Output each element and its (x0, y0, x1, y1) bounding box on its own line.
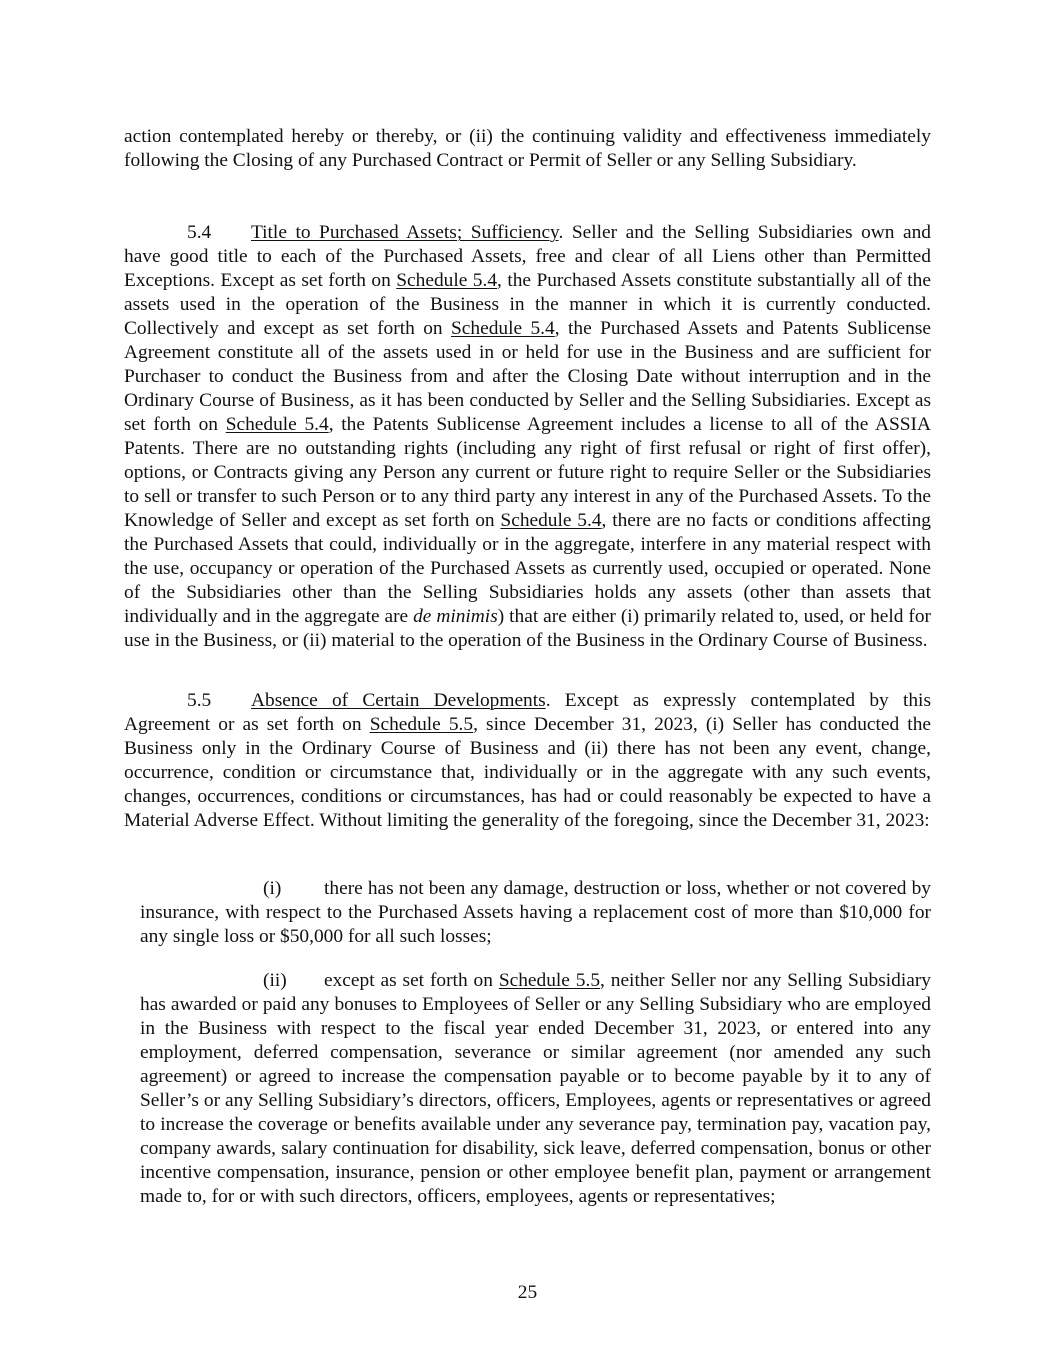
section-5-4-paragraph: 5.4 Title to Purchased Assets; Sufficiency. Seller and the Selling Subsidiaries own and have good title to each of the Purchased Assets, free and clear of all Liens other than Permitted Exceptions. Except as set forth on Schedule 5.4, the Purchased Assets constitute substantially all of the assets used in the operation of the Business in the manner in which it is currently conducted. Collectively and except as set forth on Schedule 5.4, the Purchased Assets and Patents Sublicense Agreement constitute all of the assets used in or held for use in the Business and are sufficient for Purchaser to conduct the Business from and after the Closing Date without interruption and in the Ordinary Course of Business, as it has been conducted by Seller and the Selling Subsidiaries. Except as set forth on Schedule 5.4, the Patents Sublicense Agreement includes a license to all of the ASSIA Patents. There are no outstanding rights (including any right of first refusal or right of first offer), options, or Contracts giving any Person any current or future right to require Seller or the Subsidiaries to sell or transfer to such Person or to any third party any interest in any of the Purchased Assets. To the Knowledge of Seller and except as set forth on Schedule 5.4, there are no facts or conditions affecting the Purchased Assets that could, individually or in the aggregate, interfere in any material respect with the use, occupancy or operation of the Purchased Assets as currently used, occupied or operated. None of the Subsidiaries other than the Selling Subsidiaries holds any assets (other than assets that individually and in the aggregate are de minimis) that are either (i) primarily related to, used, or held for use in the Business, or (ii) material to the operation of the Business in the Ordinary Course of Business. (124, 222, 931, 651)
section-heading: Title to Purchased Assets; Sufficiency (251, 222, 559, 243)
section-heading: Absence of Certain Developments (251, 690, 546, 711)
italic-term: de minimis (413, 606, 498, 627)
schedule-reference: Schedule 5.5 (498, 970, 601, 991)
section-5-5-paragraph: 5.5 Absence of Certain Developments. Except as expressly contemplated by this Agreement or as set forth on Schedule 5.5, since December 31, 2023, (i) Seller has conducted the Business only in the Ordinary Course of Business and (ii) there has not been any event, change, occurrence, condition or circumstance that, individually or in the aggregate with any such events, changes, occurrences, conditions or circumstances, has had or could reasonably be expected to have a Material Adverse Effect. Without limiting the generality of the foregoing, since the December 31, 2023: (124, 690, 931, 831)
continuation-paragraph: action contemplated hereby or thereby, or (ii) the continuing validity and effectiveness immediately following the Closing of any Purchased Contract or Permit of Seller or any Selling Subsidiary. (124, 126, 931, 171)
schedule-reference: Schedule 5.5 (369, 714, 474, 735)
clause-ii-paragraph: (ii) except as set forth on Schedule 5.5, neither Seller nor any Selling Subsidiary has awarded or paid any bonuses to Employees of Seller or any Selling Subsidiary who are employed in the Business with respect to the fiscal year ended December 31, 2023, or entered into any employment, deferred compensation, severance or similar agreement (nor amended any such agreement) or agreed to increase the compensation payable or to become payable by it to any of Seller’s or any Selling Subsidiary’s directors, officers, Employees, agents or representatives or agreed to increase the coverage or benefits available under any severance pay, termination pay, vacation pay, company awards, salary continuation for disability, sick leave, deferred compensation, bonus or other incentive compensation, insurance, pension or other employee benefit plan, payment or arrangement made to, for or with such directors, officers, employees, agents or representatives; (140, 970, 931, 1207)
schedule-reference: Schedule 5.4 (500, 510, 602, 531)
clause-number: (i) (263, 878, 282, 899)
page-number: 25 (517, 1282, 538, 1303)
schedule-reference: Schedule 5.4 (396, 270, 498, 291)
clause-number: (ii) (263, 970, 287, 991)
section-number: 5.5 (187, 690, 212, 711)
schedule-reference: Schedule 5.4 (451, 318, 555, 339)
section-number: 5.4 (187, 222, 212, 243)
clause-i-paragraph: (i) there has not been any damage, destruction or loss, whether or not covered by insurance, with respect to the Purchased Assets having a replacement cost of more than $10,000 for any single loss or $50,000 for all such losses; (140, 878, 931, 947)
schedule-reference: Schedule 5.4 (225, 414, 329, 435)
